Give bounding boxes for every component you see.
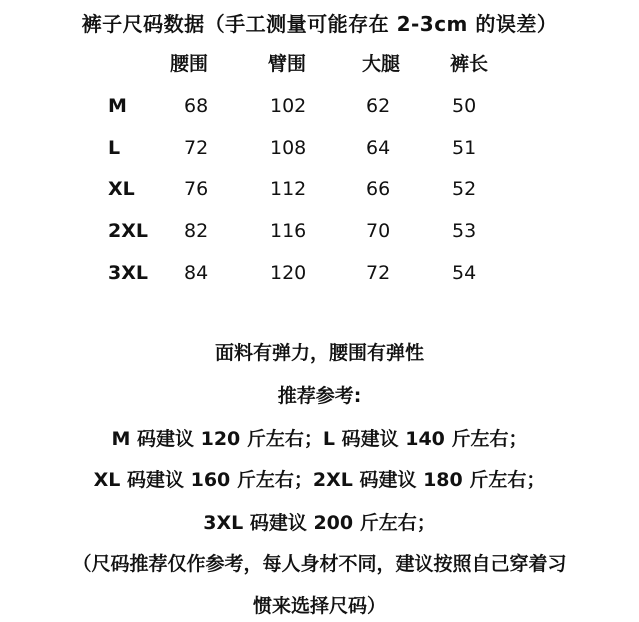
table-cell: 66 — [366, 178, 391, 200]
size-table — [0, 0, 639, 300]
table-cell: 112 — [270, 178, 307, 200]
table-cell: 68 — [184, 95, 209, 117]
table-cell: 62 — [366, 95, 391, 117]
recommend-line: 3XL 码建议 200 斤左右； — [203, 512, 436, 534]
table-cell: 108 — [270, 137, 307, 159]
table-cell: 51 — [452, 137, 477, 159]
header-length: 裤长 — [450, 53, 489, 75]
table-cell: 54 — [452, 262, 477, 284]
disclaimer-line: （尺码推荐仅作参考，每人身材不同，建议按照自己穿着习 — [72, 553, 567, 575]
page-title: 裤子尺码数据（手工测量可能存在 2-3cm 的误差） — [81, 12, 558, 36]
recommend-line: M 码建议 120 斤左右；L 码建议 140 斤左右； — [111, 428, 528, 450]
table-cell: 102 — [270, 95, 307, 117]
table-cell: 53 — [452, 220, 477, 242]
size-label: 3XL — [108, 262, 148, 284]
table-cell: 52 — [452, 178, 477, 200]
table-cell: 116 — [270, 220, 307, 242]
table-cell: 76 — [184, 178, 209, 200]
header-thigh: 大腿 — [362, 53, 401, 75]
table-cell: 64 — [366, 137, 391, 159]
table-cell: 120 — [270, 262, 307, 284]
fabric-note: 面料有弹力，腰围有弹性 — [214, 342, 424, 364]
table-cell: 84 — [184, 262, 209, 284]
disclaimer-line: 惯来选择尺码） — [252, 595, 386, 617]
size-label: L — [108, 137, 121, 159]
recommend-line: XL 码建议 160 斤左右；2XL 码建议 180 斤左右； — [93, 469, 546, 491]
size-label: M — [108, 95, 127, 117]
table-cell: 50 — [452, 95, 477, 117]
header-waist: 腰围 — [170, 53, 209, 75]
table-cell: 72 — [366, 262, 391, 284]
table-cell: 82 — [184, 220, 209, 242]
header-hip: 臂围 — [268, 53, 307, 75]
table-cell: 70 — [366, 220, 391, 242]
table-cell: 72 — [184, 137, 209, 159]
size-label: 2XL — [108, 220, 148, 242]
size-label: XL — [108, 178, 135, 200]
recommend-title: 推荐参考: — [277, 385, 362, 407]
